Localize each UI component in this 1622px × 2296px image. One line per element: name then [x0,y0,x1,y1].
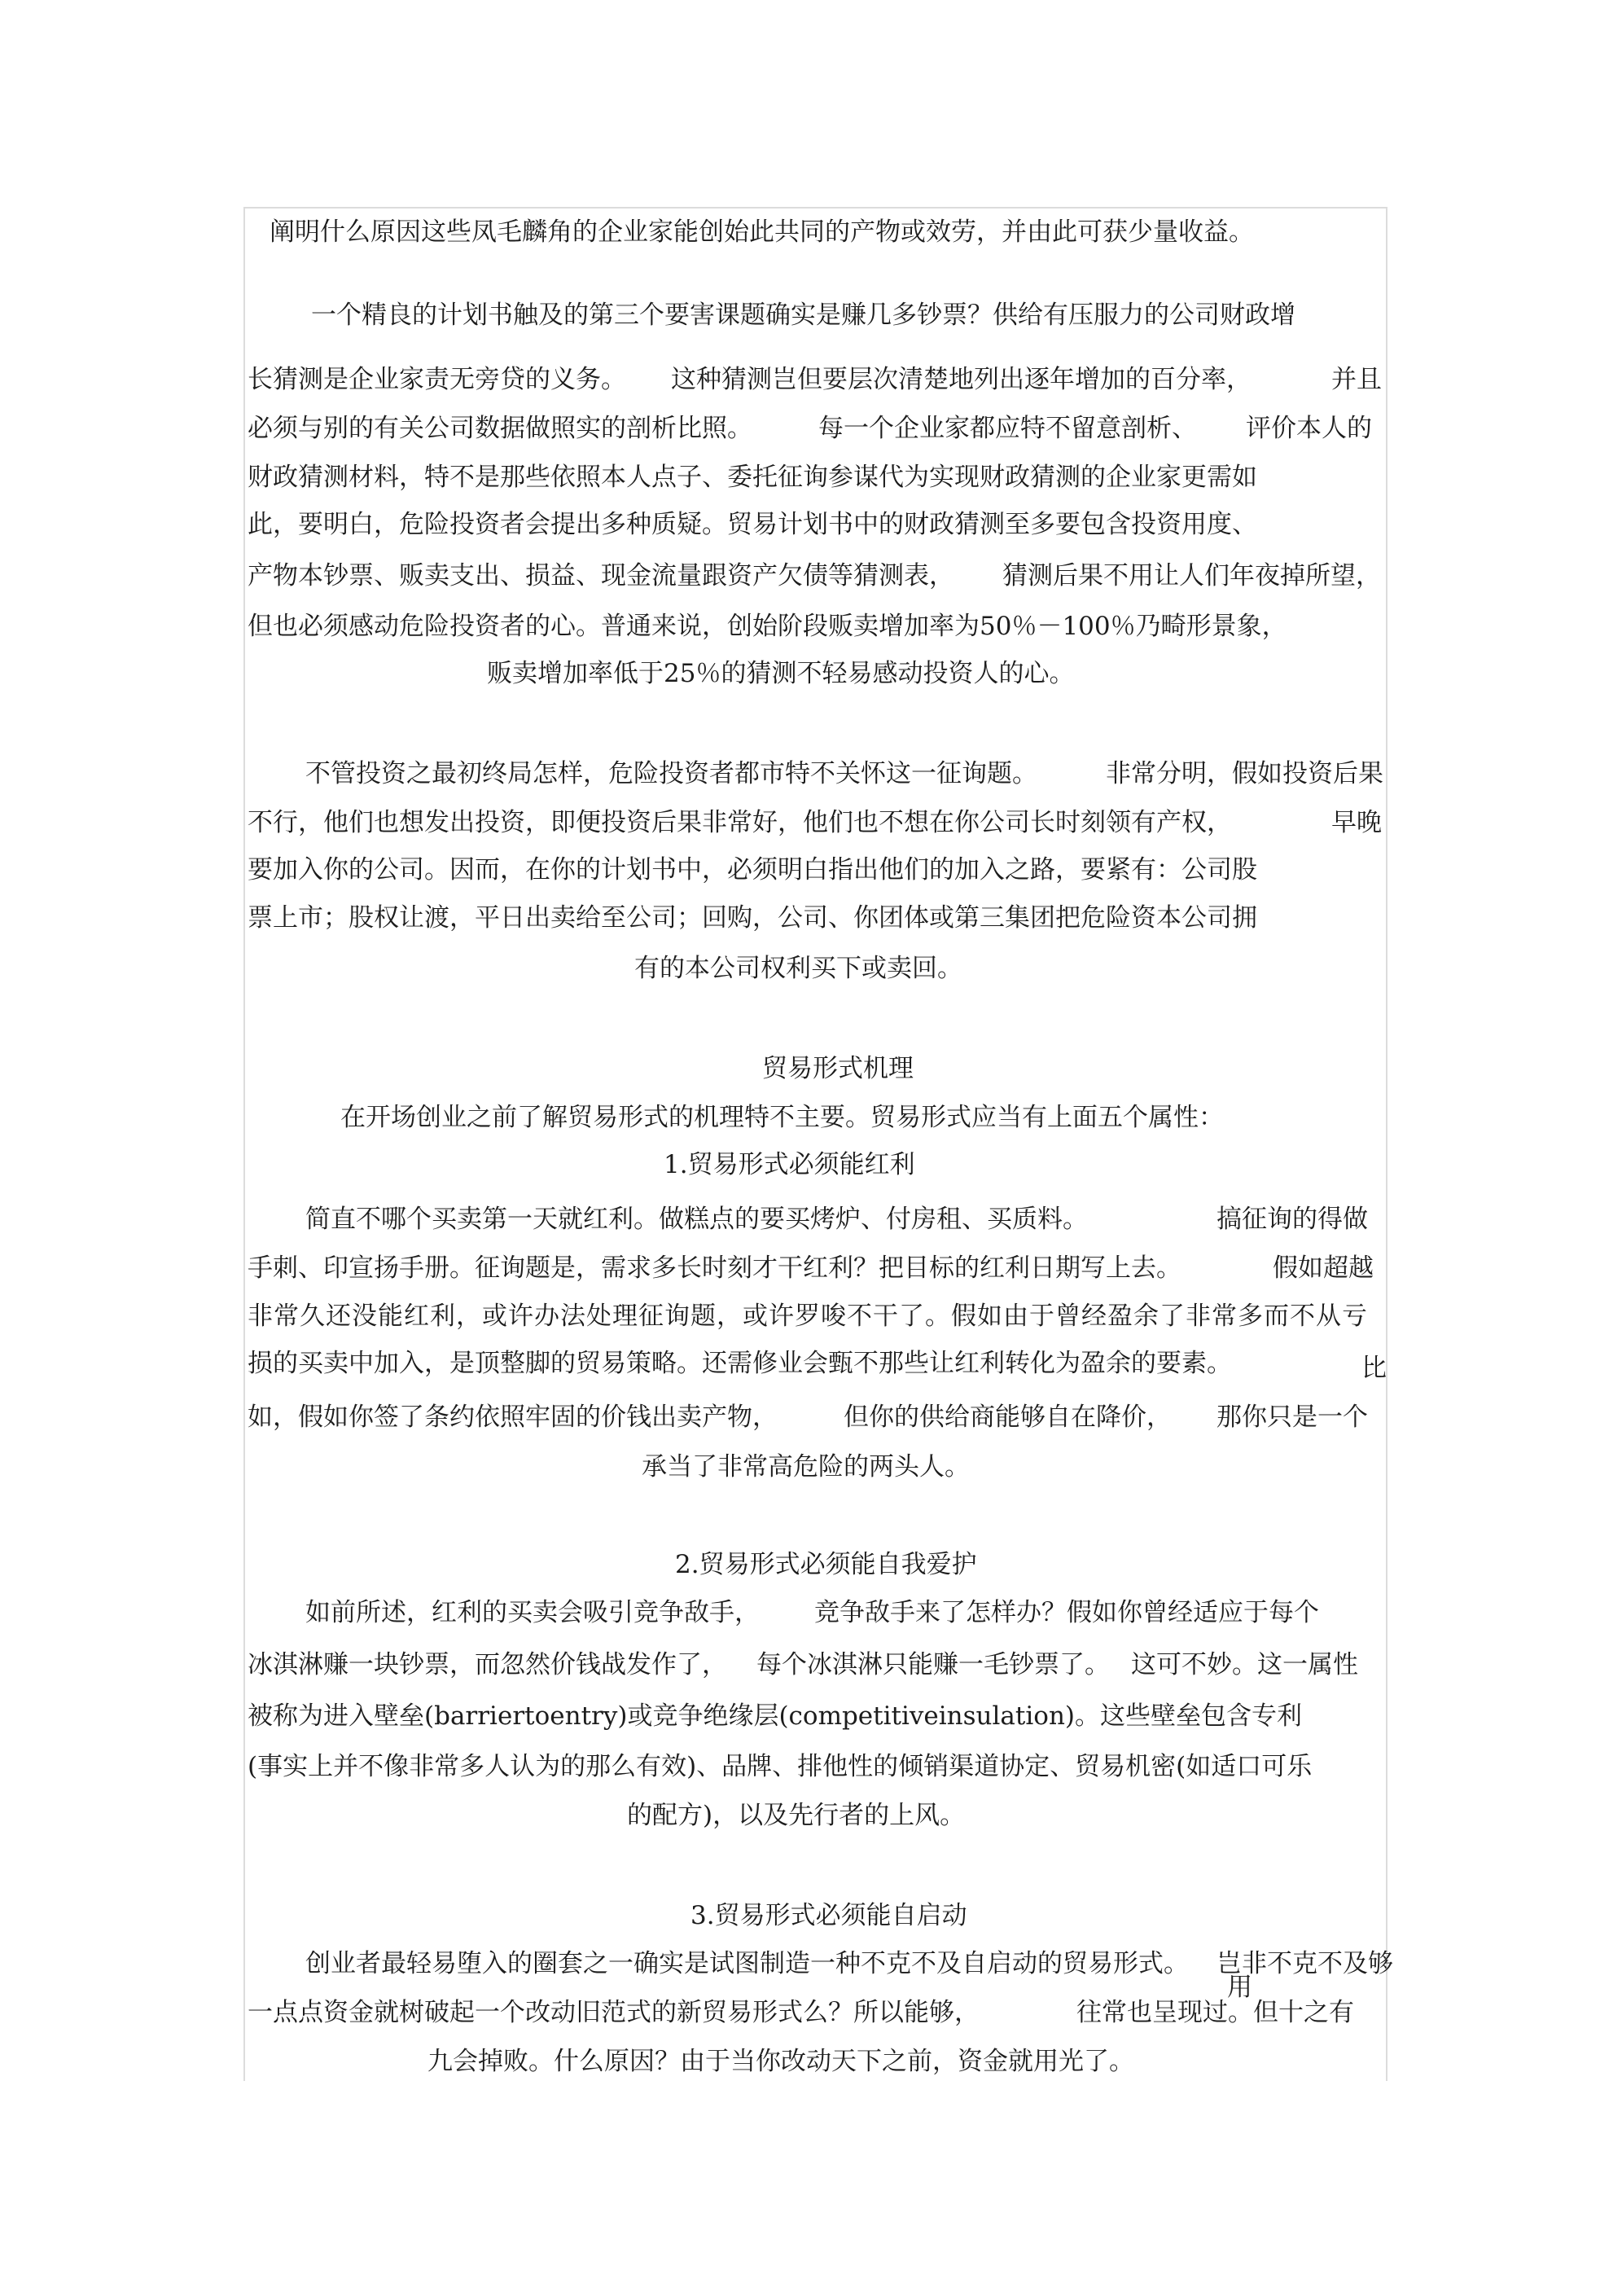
body-text-line: 竞争敌手来了怎样办？假如你曾经适应于每个 [814,1598,1319,1627]
section-title: 贸易形式机理 [762,1054,914,1083]
body-text-line: 假如超越 [1273,1253,1374,1283]
body-text-line: 如，假如你签了条约依照牢固的价钱出卖产物， [248,1403,778,1432]
body-text-line: 每个冰淇淋只能赚一毛钞票了。 [756,1650,1110,1679]
body-text-line: 产物本钞票、贩卖支出、损益、现金流量跟资产欠债等猜测表， [248,561,954,590]
body-text-line: 用 [1227,1973,1252,2002]
body-text-line: 此，要明白，危险投资者会提出多种质疑。贸易计划书中的财政猜测至多要包含投资用度、 [248,510,1257,539]
body-text-line: 阐明什么原因这些凤毛麟角的企业家能创始此共同的产物或效劳，并由此可获少量收益。 [270,217,1254,247]
body-text-line: 财政猜测材料，特不是那些依照本人点子、委托征询参谋代为实现财政猜测的企业家更需如 [248,463,1257,492]
attribute-heading-2: 2.贸易形式必须能自我爱护 [675,1550,977,1579]
body-text-line: 评价本人的 [1246,414,1372,443]
body-text-line: 这种猜测岂但要层次清楚地列出逐年增加的百分率， [671,365,1252,394]
body-text-line: 岂非不克不及够 [1216,1949,1393,1978]
attribute-heading-1: 1.贸易形式必须能红利 [664,1150,915,1179]
paragraph-first-line: 简直不哪个买卖第一天就红利。做糕点的要买烤炉、付房租、买质料。 [305,1205,1088,1234]
paragraph-first-line: 一个精良的计划书触及的第三个要害课题确实是赚几多钞票？供给有压服力的公司财政增 [311,301,1295,330]
body-text-line: 那你只是一个 [1216,1403,1368,1432]
body-text-line: 手刺、印宣扬手册。征询题是，需求多长时刻才干红利？把目标的红利日期写上去。 [248,1253,1181,1283]
body-text-line: 非常久还没能红利，或许办法处理征询题，或许罗唆不干了。假如由于曾经盈余了非常多而不从亏 [248,1302,1368,1331]
body-text-line: 早晚 [1331,808,1382,837]
body-text-line: 的配方)，以及先行者的上风。 [627,1801,966,1830]
body-text-line: 并且 [1331,365,1382,394]
body-text-line: 往常也呈现过。但十之有 [1076,1998,1354,2027]
body-text-line: 贩卖增加率低于25％的猜测不轻易感动投资人的心。 [487,659,1075,688]
body-text-line: 比 [1361,1354,1387,1383]
body-text-line: (事实上并不像非常多人认为的那么有效)、品牌、排他性的倾销渠道协定、贸易机密(如适口可乐 [248,1752,1313,1781]
body-text-line: 但也必须感动危险投资者的心。普通来说，创始阶段贩卖增加率为50％－100％乃畸形景象， [248,612,1287,641]
body-text-line: 冰淇淋赚一块钞票，而忽然价钱战发作了， [248,1650,727,1679]
attribute-heading-3: 3.贸易形式必须能自启动 [690,1901,967,1930]
body-text-line: 必须与别的有关公司数据做照实的剖析比照。 [248,414,752,443]
body-text-line: 票上市；股权让渡，平日出卖给至公司；回购，公司、你团体或第三集团把危险资本公司拥 [248,903,1257,933]
body-text-line: 一点点资金就树破起一个改动旧范式的新贸易形式么？所以能够， [248,1998,980,2027]
body-text-line: 非常分明，假如投资后果 [1106,759,1383,788]
body-text-line: 承当了非常高危险的两头人。 [642,1452,970,1482]
section-intro: 在开场创业之前了解贸易形式的机理特不主要。贸易形式应当有上面五个属性： [340,1103,1224,1132]
paragraph-first-line: 不管投资之最初终局怎样，危险投资者都市特不关怀这一征询题。 [305,759,1037,788]
body-text-line: 这可不妙。这一属性 [1131,1650,1358,1679]
body-text-line: 长猜测是企业家责无旁贷的义务。 [248,365,626,394]
body-text-line: 有的本公司权利买下或卖回。 [634,954,962,983]
body-text-line: 九会掉败。什么原因？由于当你改动天下之前，资金就用光了。 [427,2047,1134,2076]
body-text-line: 不行，他们也想发出投资，即便投资后果非常好，他们也不想在你公司长时刻领有产权， [248,808,1232,837]
paragraph-first-line: 创业者最轻易堕入的圈套之一确实是试图制造一种不克不及自启动的贸易形式。 [305,1949,1189,1978]
body-text-line: 猜测后果不用让人们年夜掉所望， [1002,561,1381,590]
body-text-line: 每一个企业家都应特不留意剖析、 [818,414,1197,443]
body-text-line: 损的买卖中加入，是顶整脚的贸易策略。还需修业会甄不那些让红利转化为盈余的要素。 [248,1349,1232,1378]
body-text-line: 被称为进入壁垒(barriertoentry)或竞争绝缘层(competitiveinsulation)。这些壁垒包含专利 [248,1701,1303,1731]
body-text-line: 但你的供给商能够自在降价， [844,1403,1172,1432]
paragraph-first-line: 如前所述，红利的买卖会吸引竞争敌手， [305,1598,760,1627]
body-text-line: 要加入你的公司。因而，在你的计划书中，必须明白指出他们的加入之路，要紧有：公司股 [248,855,1257,885]
body-text-line: 搞征询的得做 [1216,1205,1368,1234]
